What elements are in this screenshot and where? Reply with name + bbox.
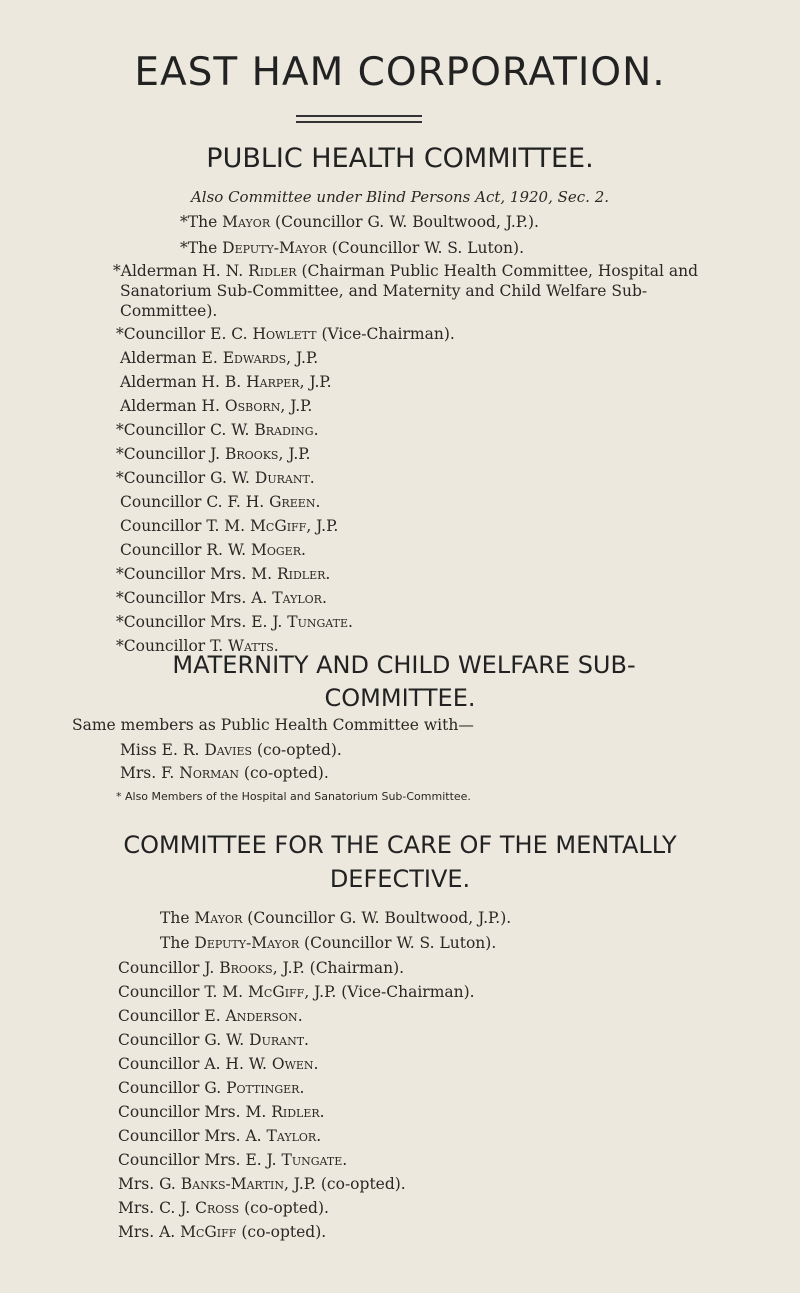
member-line: Councillor Mrs. E. J. Tungate.	[118, 1151, 348, 1169]
member-line: Councillor G. W. Durant.	[118, 1031, 309, 1049]
member-line: The Mayor (Councillor G. W. Boultwood, J.P.).	[160, 909, 512, 927]
member-line: Councillor C. F. H. Green.	[120, 493, 321, 511]
member-line: Alderman H. B. Harper, J.P.	[120, 373, 332, 391]
member-line: *Councillor Mrs. A. Taylor.	[116, 589, 327, 607]
mental-heading-line2: DEFECTIVE.	[329, 865, 471, 893]
member-line: *Councillor G. W. Durant.	[116, 469, 315, 487]
member-line: Councillor T. M. McGiff, J.P.	[120, 517, 339, 535]
member-line: Mrs. F. Norman (co-opted).	[120, 764, 329, 782]
member-line: Mrs. C. J. Cross (co-opted).	[118, 1199, 329, 1217]
member-line: Councillor R. W. Moger.	[120, 541, 306, 559]
member-line: *The Mayor (Councillor G. W. Boultwood, J.P.).	[180, 213, 539, 231]
member-line: *Councillor T. Watts.	[116, 637, 279, 655]
member-line: *Alderman H. N. Ridler (Chairman Public Health Committee, Hospital and Sanatorium Sub-Committee, and Maternity and Child Welfare Sub-Committee).	[113, 262, 699, 320]
member-line: Councillor Mrs. M. Ridler.	[118, 1103, 325, 1121]
member-line: Councillor A. H. W. Owen.	[118, 1055, 319, 1073]
corporation-title: EAST HAM CORPORATION.	[134, 50, 666, 95]
member-line: Mrs. G. Banks-Martin, J.P. (co-opted).	[118, 1175, 406, 1193]
member-line: *Councillor C. W. Brading.	[116, 421, 319, 439]
public-health-subtitle: Also Committee under Blind Persons Act, 1920, Sec. 2.	[190, 188, 610, 206]
member-line: Mrs. A. McGiff (co-opted).	[118, 1223, 327, 1241]
maternity-heading-line1: MATERNITY AND CHILD WELFARE SUB-	[172, 651, 636, 679]
member-line: *The Deputy-Mayor (Councillor W. S. Luton).	[180, 239, 525, 257]
member-line: Miss E. R. Davies (co-opted).	[120, 741, 342, 759]
member-line: Alderman H. Osborn, J.P.	[120, 397, 313, 415]
member-line: *Councillor Mrs. M. Ridler.	[116, 565, 331, 583]
maternity-intro: Same members as Public Health Committee with—	[72, 716, 474, 734]
maternity-heading-line2: COMMITTEE.	[324, 684, 476, 712]
member-line: Councillor G. Pottinger.	[118, 1079, 305, 1097]
mental-heading-line1: COMMITTEE FOR THE CARE OF THE MENTALLY	[123, 831, 677, 859]
public-health-heading: PUBLIC HEALTH COMMITTEE.	[206, 143, 594, 174]
title-rule-top	[296, 115, 422, 117]
member-line: *Councillor J. Brooks, J.P.	[116, 445, 311, 463]
member-line: Councillor E. Anderson.	[118, 1007, 303, 1025]
member-line: Councillor J. Brooks, J.P. (Chairman).	[118, 959, 405, 977]
footnote: * Also Members of the Hospital and Sanatorium Sub-Committee.	[116, 790, 471, 803]
member-line: *Councillor Mrs. E. J. Tungate.	[116, 613, 353, 631]
member-line: The Deputy-Mayor (Councillor W. S. Luton).	[160, 934, 497, 952]
member-line: Councillor Mrs. A. Taylor.	[118, 1127, 322, 1145]
member-line: Alderman E. Edwards, J.P.	[120, 349, 319, 367]
title-rule-bottom	[296, 121, 422, 123]
member-line: Councillor T. M. McGiff, J.P. (Vice-Chairman).	[118, 983, 475, 1001]
member-line: *Councillor E. C. Howlett (Vice-Chairman).	[116, 325, 455, 343]
